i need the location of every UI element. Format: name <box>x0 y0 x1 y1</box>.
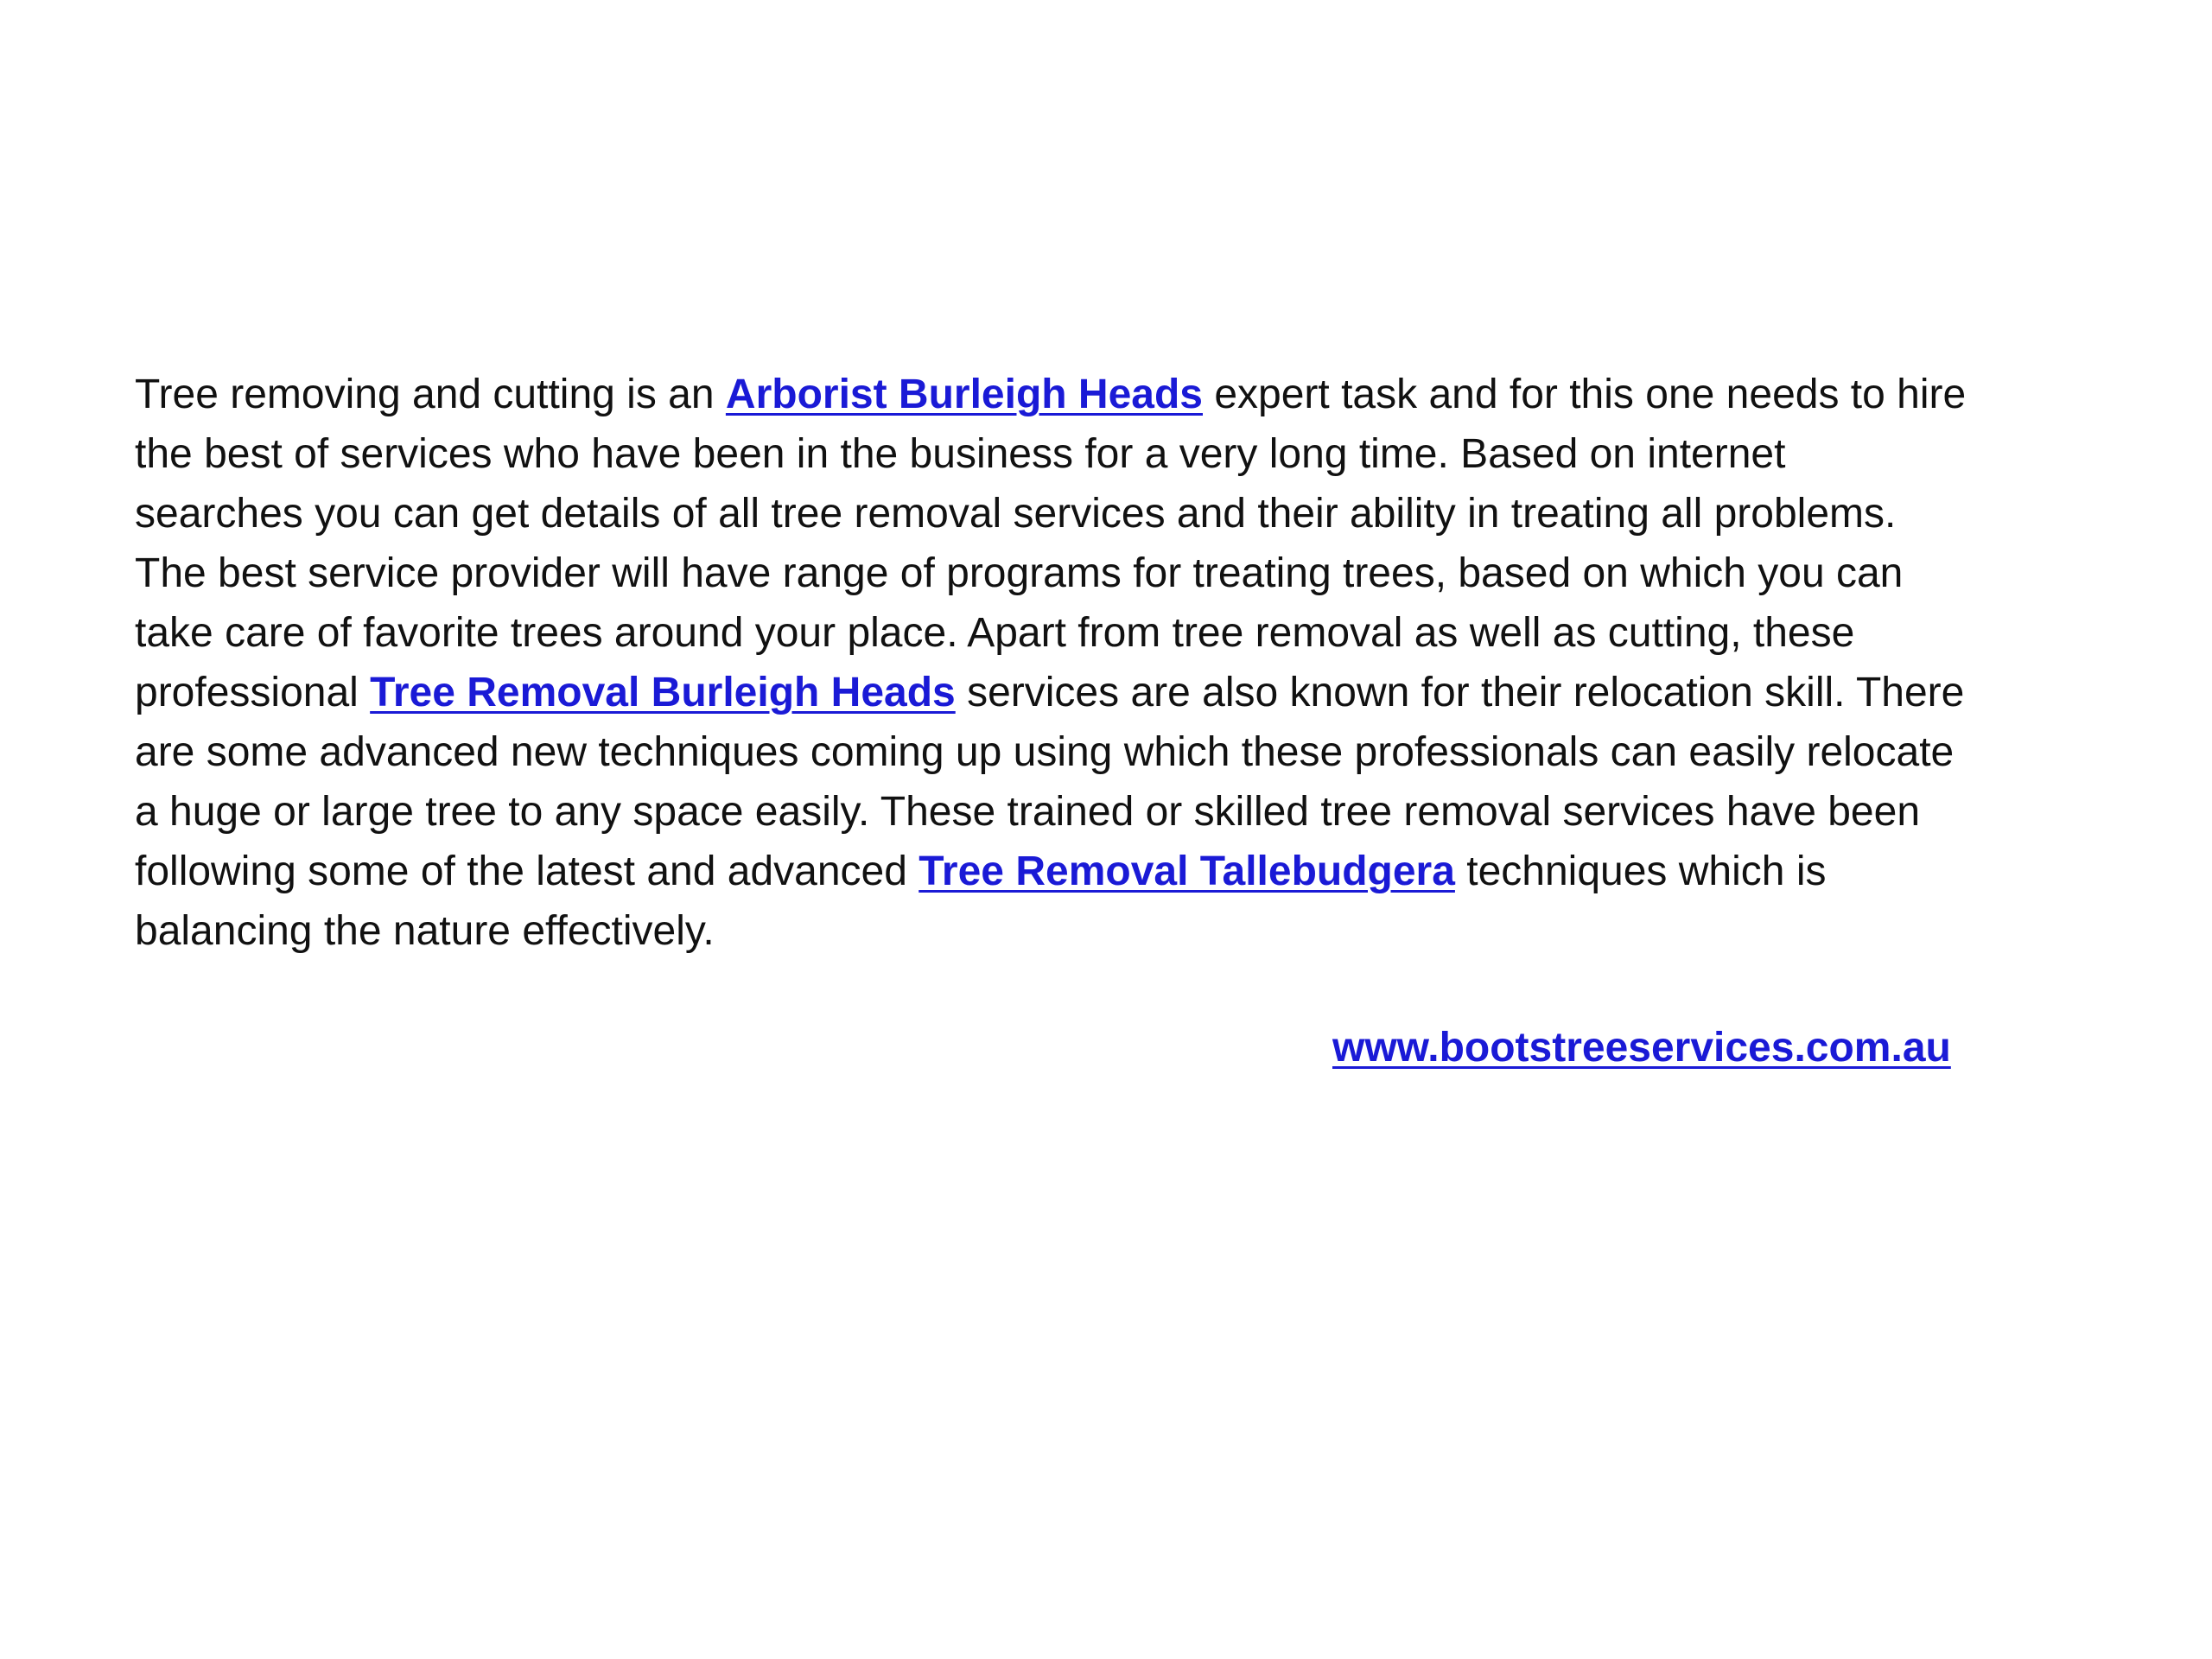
text-run: following some of the latest and advanced <box>135 849 919 894</box>
paragraph-line: searches you can get details of all tree removal services and their ability in treating all problems. <box>135 491 1897 537</box>
text-run: expert task and for this one needs to hire <box>1203 372 1967 417</box>
link-tree-removal-tallebudgera[interactable]: Tree Removal Tallebudgera <box>918 849 1455 894</box>
text-run: professional <box>135 670 371 715</box>
paragraph-line: take care of favorite trees around your place. Apart from tree removal as well as cutting, these <box>135 610 1855 656</box>
paragraph-line <box>135 663 2122 722</box>
text-run: services are also known for their relocation skill. There <box>955 670 1965 715</box>
paragraph-line: a huge or large tree to any space easily. These trained or skilled tree removal services have been <box>135 789 1921 835</box>
paragraph-line: balancing the nature effectively. <box>135 908 715 954</box>
text-run: techniques which is <box>1454 849 1827 894</box>
text-run: Tree removing and cutting is an <box>135 372 726 417</box>
link-arborist-burleigh-heads[interactable]: Arborist Burleigh Heads <box>725 372 1203 417</box>
link-tree-removal-burleigh-heads[interactable]: Tree Removal Burleigh Heads <box>370 670 956 715</box>
paragraph-line: the best of services who have been in the business for a very long time. Based on internet <box>135 431 1786 477</box>
website-footer <box>1332 1018 1951 1077</box>
body-paragraph <box>135 365 2122 961</box>
website-link[interactable]: www.bootstreeservices.com.au <box>1332 1025 1951 1071</box>
paragraph-line <box>135 365 2122 424</box>
paragraph-line <box>135 842 2122 901</box>
paragraph-line: are some advanced new techniques coming up using which these professionals can easily relocate <box>135 729 1955 775</box>
paragraph-line: The best service provider will have range of programs for treating trees, based on which you can <box>135 550 1904 596</box>
